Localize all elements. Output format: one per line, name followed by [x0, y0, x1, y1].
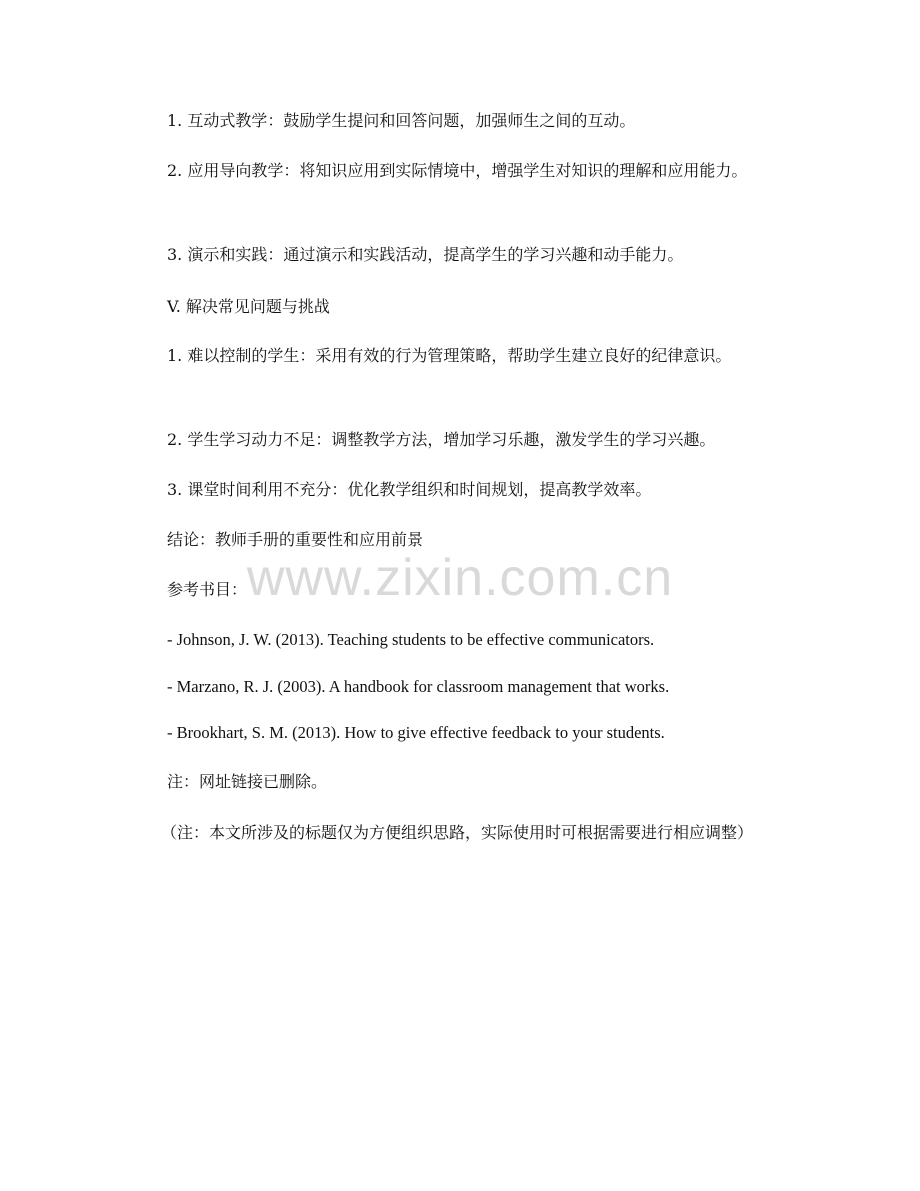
paragraph-demo-practice: 3. 演示和实践：通过演示和实践活动，提高学生的学习兴趣和动手能力。: [167, 245, 684, 264]
section-heading-common-problems: V. 解决常见问题与挑战: [167, 297, 330, 316]
note-headings-disclaimer: （注：本文所涉及的标题仅为方便组织思路，实际使用时可根据需要进行相应调整）: [161, 823, 754, 842]
reference-item-marzano: - Marzano, R. J. (2003). A handbook for classroom management that works.: [167, 677, 670, 696]
paragraph-low-motivation: 2. 学生学习动力不足：调整教学方法，增加学习乐趣，激发学生的学习兴趣。: [167, 430, 716, 449]
references-heading: 参考书目：: [167, 580, 248, 599]
paragraph-difficult-students: 1. 难以控制的学生：采用有效的行为管理策略，帮助学生建立良好的纪律意识。: [167, 346, 732, 365]
conclusion-heading: 结论：教师手册的重要性和应用前景: [167, 530, 424, 549]
watermark-text: www.zixin.com.cn: [246, 549, 674, 607]
paragraph-class-time: 3. 课堂时间利用不充分：优化教学组织和时间规划，提高教学效率。: [167, 480, 652, 499]
reference-item-johnson: - Johnson, J. W. (2013). Teaching students to be effective communicators.: [167, 630, 655, 649]
paragraph-application-teaching: 2. 应用导向教学：将知识应用到实际情境中，增强学生对知识的理解和应用能力。: [167, 161, 748, 180]
note-links-removed: 注：网址链接已删除。: [167, 772, 328, 791]
paragraph-interactive-teaching: 1. 互动式教学：鼓励学生提问和回答问题，加强师生之间的互动。: [167, 111, 636, 130]
reference-item-brookhart: - Brookhart, S. M. (2013). How to give effective feedback to your students.: [167, 723, 665, 742]
